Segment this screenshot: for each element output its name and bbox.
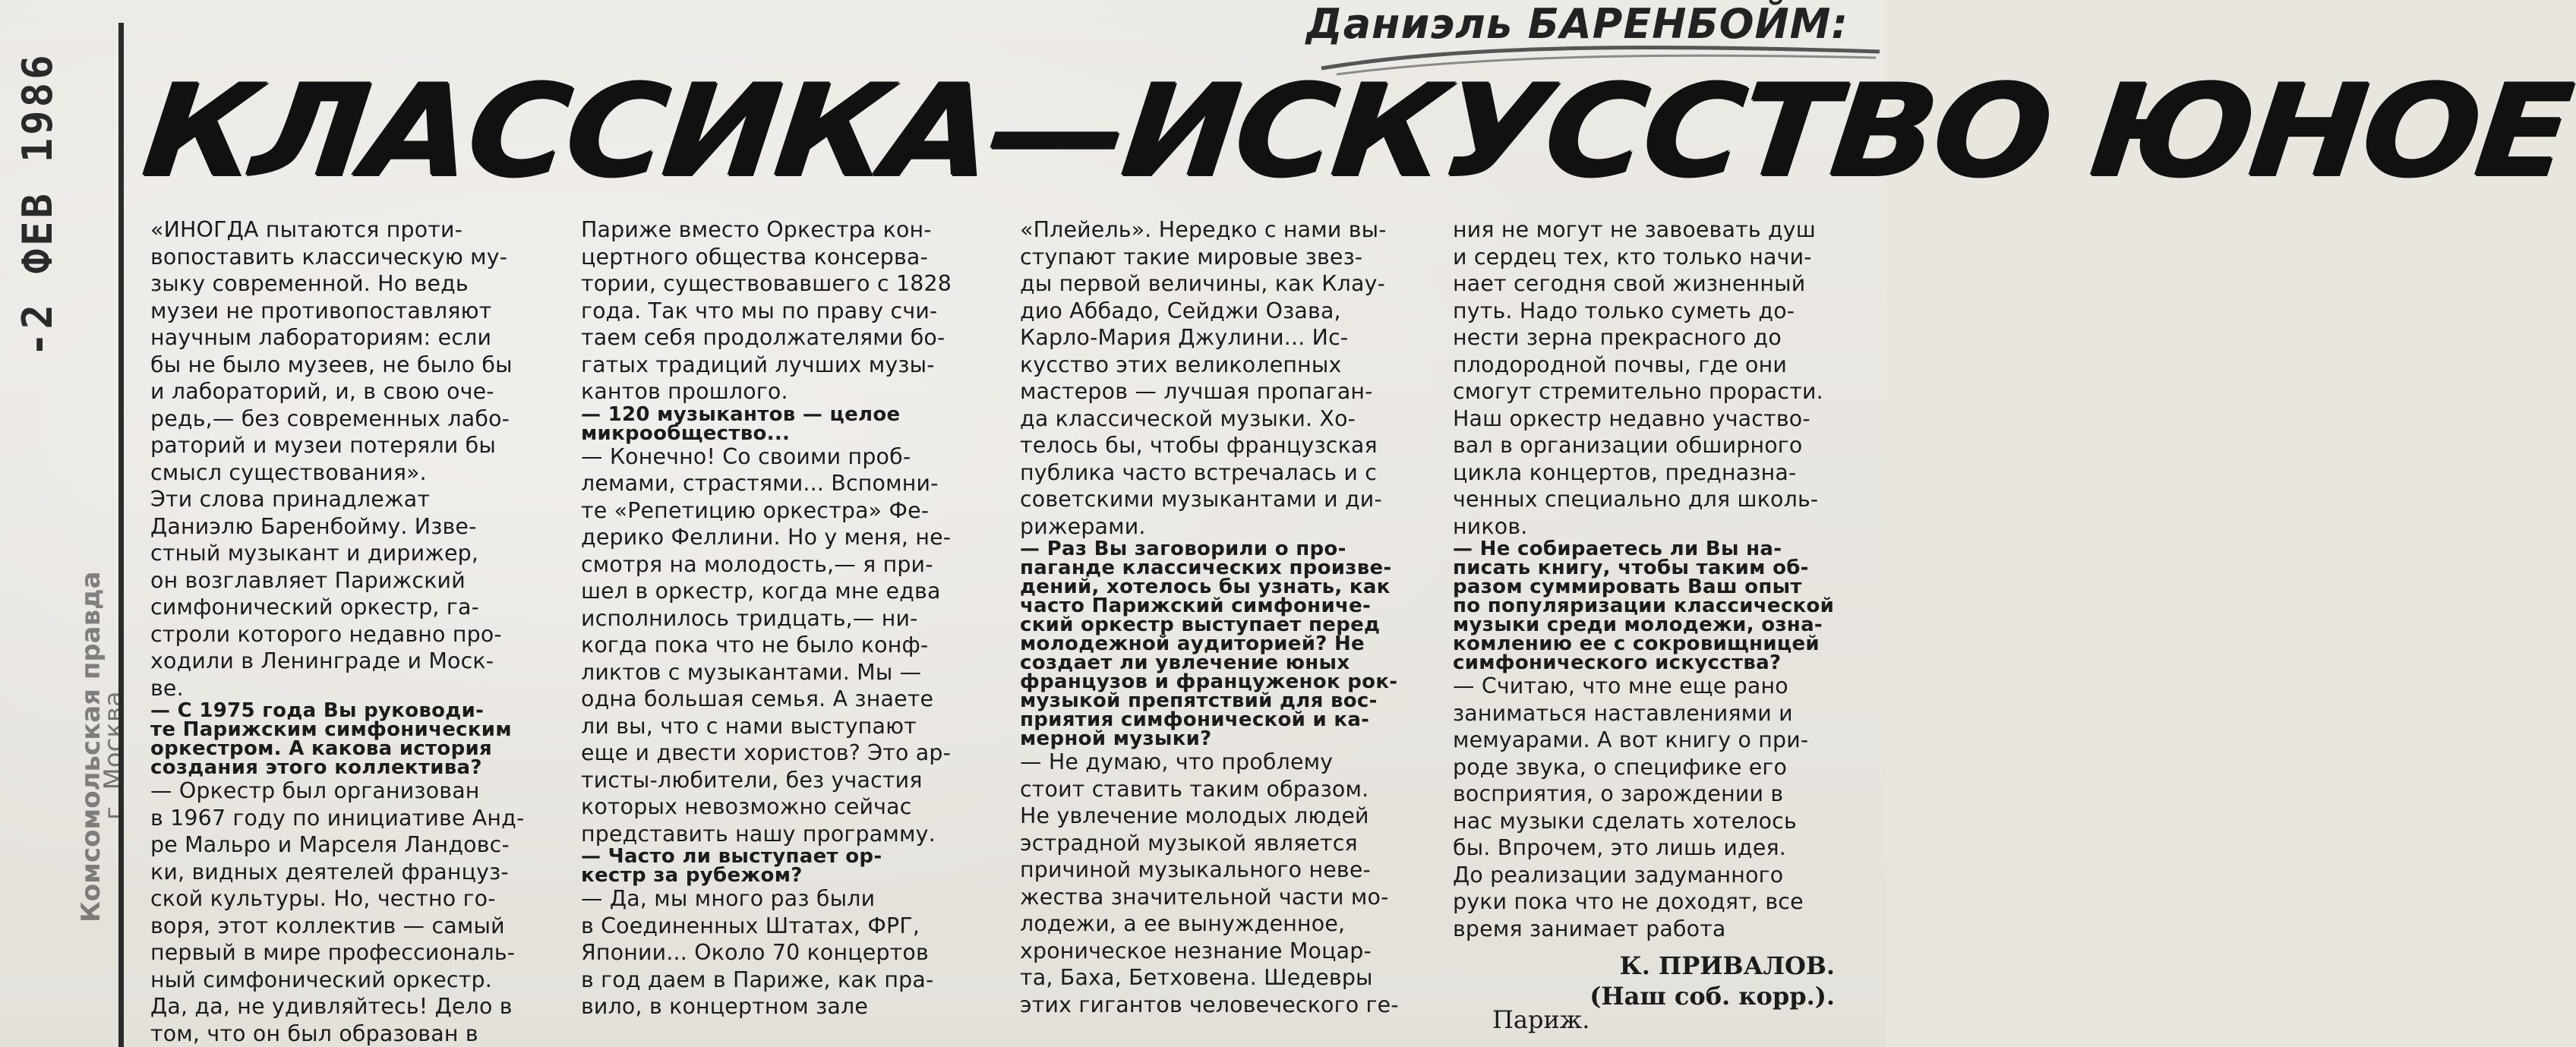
text-line: Эти слова принадлежат (150, 487, 431, 512)
text-line: в Соединенных Штатах, ФРГ, (581, 913, 920, 938)
text-line: кантов прошлого. (581, 379, 788, 404)
question-line: симфонического искусства? (1453, 651, 1782, 674)
article-column-4 (1453, 216, 1867, 1047)
text-line: заниматься наставлениями и (1453, 700, 1793, 726)
text-line: ный симфонический оркестр. (150, 967, 492, 992)
text-line: стный музыкант и дирижер, (150, 541, 479, 566)
text-line: которых невозможно сейчас (581, 794, 912, 819)
question-line: музыкой препятствий для вос- (1020, 689, 1378, 712)
text-line: стоит ставить таким образом. (1020, 776, 1369, 802)
text-line: Японии... Около 70 концертов (581, 940, 929, 965)
text-line: нас музыки сделать хотелось (1453, 808, 1797, 834)
question-line: микрообщество... (581, 421, 791, 445)
text-line: представить нашу программу. (581, 821, 936, 847)
text-line: — Конечно! Со своими проб- (581, 443, 911, 469)
text-line: — Считаю, что мне еще рано (1453, 673, 1788, 699)
text-line: зыку современной. Но ведь (150, 271, 469, 296)
text-line: путь. Надо только суметь до- (1453, 298, 1795, 323)
question-line: комлению ее с сокровищницей (1453, 632, 1820, 655)
text-line: «ИНОГДА пытаются проти- (150, 217, 463, 242)
question-line: мерной музыки? (1020, 727, 1212, 750)
text-line: гатых традиций лучших музы- (581, 352, 935, 377)
text-line: лемами, страстями... Вспомни- (581, 471, 939, 496)
question-line: — 120 музыкантов — целое (581, 402, 901, 426)
text-line: нести зерна прекрасного до (1453, 325, 1782, 350)
text-line: ников. (1453, 513, 1528, 539)
text-line: «Плейель». Нередко с нами вы- (1020, 217, 1387, 242)
text-line: лодежи, а ее вынужденное, (1020, 911, 1346, 936)
question-line: — Раз Вы заговорили о про- (1020, 538, 1346, 560)
question-line: дений, хотелось бы узнать, как (1020, 576, 1391, 598)
question-line: музыки среди молодежи, озна- (1453, 613, 1823, 636)
text-line: исполнилось тридцать,— ни- (581, 605, 918, 631)
text-line: дерико Феллини. Но у меня, не- (581, 525, 952, 550)
signature-role: (Наш соб. корр.). (1589, 982, 1835, 1011)
question-line: по популяризации классической (1453, 594, 1835, 617)
text-line: ре Мальро и Марселя Ландовс- (150, 832, 510, 857)
text-line: в 1967 году по инициативе Анд- (150, 805, 525, 831)
text-line: одна большая семья. А знаете (581, 686, 934, 711)
text-line: года. Так что мы по праву счи- (581, 298, 938, 323)
text-line: вопоставить классическую му- (150, 244, 508, 270)
text-line: До реализации задуманного (1453, 862, 1784, 888)
text-line: Не увлечение молодых людей (1020, 803, 1369, 828)
text-line: он возглавляет Парижский (150, 567, 466, 593)
text-line: бы не было музеев, не было бы (150, 352, 513, 377)
question-line: те Парижским симфоническим (150, 718, 512, 741)
text-line: те «Репетицию оркестра» Фе- (581, 497, 930, 523)
date-stamp: -2 ФЕВ 1986 (14, 52, 62, 357)
text-line: тисты-любители, без участия (581, 767, 923, 793)
headline: КЛАССИКА—ИСКУССТВО ЮНОЕ (135, 56, 2576, 205)
text-line: руки пока что не доходят, все (1453, 889, 1804, 914)
question-line: ский оркестр выступает перед (1020, 613, 1381, 636)
text-line: жества значительной части мо- (1020, 884, 1389, 910)
text-line: вал в организации обширного (1453, 433, 1803, 458)
text-line: когда пока что не было конф- (581, 632, 929, 658)
text-line: хроническое незнание Моцар- (1020, 938, 1372, 963)
text-line: время занимает работа (1453, 916, 1726, 941)
text-line: ликтов с музыкантами. Мы — (581, 659, 922, 685)
question-line: — С 1975 года Вы руководи- (150, 699, 485, 722)
text-line: ходили в Ленинграде и Моск- (150, 648, 494, 673)
text-line: ды первой величины, как Клау- (1020, 271, 1386, 296)
text-line: плодородной почвы, где они (1453, 352, 1788, 377)
text-line: научным лабораториям: если (150, 325, 492, 350)
text-line: смогут стремительно прорасти. (1453, 379, 1823, 404)
text-line: строли которого недавно про- (150, 621, 502, 647)
question-line: создания этого коллектива? (150, 756, 482, 779)
text-line: шел в оркестр, когда мне едва (581, 579, 941, 604)
text-line: тории, существовавшего с 1828 (581, 271, 952, 296)
text-line: телось бы, чтобы французская (1020, 433, 1378, 458)
text-line: в год даем в Париже, как пра- (581, 967, 934, 992)
text-line: смотря на молодость,— я при- (581, 551, 933, 577)
question-line: — Не собираетесь ли Вы на- (1453, 538, 1782, 560)
text-line: смысл существования». (150, 459, 427, 485)
text-line: нает сегодня свой жизненный (1453, 271, 1806, 296)
signature-name: К. ПРИВАЛОВ. (1619, 951, 1835, 980)
text-line: бы. Впрочем, это лишь идея. (1453, 835, 1787, 860)
source-stamp: Комсомольская правда (76, 571, 106, 922)
text-line: Да, да, не удивляйтесь! Дело в (150, 994, 513, 1019)
text-line: мастеров — лучшая пропаган- (1020, 379, 1373, 404)
text-line: цикла концертов, предназна- (1453, 459, 1797, 485)
text-line: публика часто встречалась и с (1020, 459, 1378, 485)
text-line: цертного общества консерва- (581, 244, 928, 270)
text-line: та, Баха, Бетховена. Шедевры (1020, 965, 1373, 990)
dateline-place: Париж. (1492, 1005, 1590, 1034)
text-line: — Да, мы много раз были (581, 886, 876, 911)
question-line: разом суммировать Ваш опыт (1453, 576, 1802, 598)
text-line: этих гигантов человеческого ге- (1020, 992, 1399, 1017)
text-line: роде звука, о специфике его (1453, 754, 1788, 780)
text-line: ве. (150, 675, 184, 701)
city-stamp: г. Москва (99, 691, 129, 820)
text-line: раторий и музеи потеряли бы (150, 433, 496, 458)
text-line: музеи не противопоставляют (150, 298, 492, 323)
question-line: паганде классических произве- (1020, 557, 1392, 579)
text-line: Даниэлю Баренбойму. Изве- (150, 513, 477, 539)
text-line: ки, видных деятелей француз- (150, 859, 509, 885)
text-line: первый в мире профессиональ- (150, 940, 516, 965)
text-line: советскими музыкантами и ди- (1020, 487, 1382, 512)
text-line: — Оркестр был организован (150, 778, 480, 803)
text-line: дио Аббадо, Сейджи Озава, (1020, 298, 1341, 323)
text-line: ли вы, что с нами выступают (581, 713, 917, 739)
question-line: создает ли увлечение юных (1020, 651, 1350, 674)
question-line: часто Парижский симфониче- (1020, 594, 1372, 617)
article-column-1 (150, 216, 553, 1047)
text-line: да классической музыки. Хо- (1020, 405, 1356, 431)
question-line: — Часто ли выступает ор- (581, 845, 882, 868)
text-line: Париже вместо Оркестра кон- (581, 217, 932, 242)
text-line: еще и двести хористов? Это ар- (581, 740, 952, 765)
text-line: вило, в концертном зале (581, 994, 869, 1019)
text-line: мемуарами. А вот книгу о при- (1453, 727, 1809, 752)
text-line: ступают такие мировые звез- (1020, 244, 1363, 270)
question-line: молодежной аудиторией? Не (1020, 632, 1365, 655)
text-line: причиной музыкального неве- (1020, 857, 1371, 882)
signature (1589, 951, 1835, 1011)
text-line: Наш оркестр недавно участво- (1453, 405, 1810, 431)
text-line: симфонический оркестр, га- (150, 594, 480, 620)
text-line: и сердец тех, кто только начи- (1453, 244, 1812, 270)
article-column-2 (581, 216, 983, 1047)
text-line: таем себя продолжателями бо- (581, 325, 945, 350)
text-line: восприятия, о зарождении в (1453, 781, 1784, 806)
question-line: оркестром. А какова история (150, 737, 492, 760)
article-column-3 (1020, 216, 1422, 1047)
text-line: и лабораторий, и, в свою оче- (150, 379, 494, 404)
text-line: редь,— без современных лабо- (150, 405, 510, 431)
text-line: воря, этот коллектив — самый (150, 913, 505, 938)
question-line: писать книгу, чтобы таким об- (1453, 557, 1809, 579)
text-line: ской культуры. Но, честно го- (150, 886, 496, 911)
text-line: том, что он был образован в (150, 1020, 478, 1046)
question-line: приятия симфонической и ка- (1020, 708, 1370, 731)
text-line: ния не могут не завоевать душ (1453, 217, 1816, 242)
author-byline: Даниэль БАРЕНБОЙМ: (1305, 0, 1848, 48)
question-line: кестр за рубежом? (581, 864, 803, 887)
text-line: эстрадной музыкой является (1020, 830, 1358, 856)
text-line: — Не думаю, что проблему (1020, 749, 1334, 774)
text-line: Карло-Мария Джулини... Ис- (1020, 325, 1349, 350)
column-rule (118, 23, 124, 1047)
question-line: французов и француженок рок- (1020, 670, 1398, 693)
text-line: ченных специально для школь- (1453, 487, 1819, 512)
text-line: рижерами. (1020, 513, 1146, 539)
text-line: кусство этих великолепных (1020, 352, 1342, 377)
